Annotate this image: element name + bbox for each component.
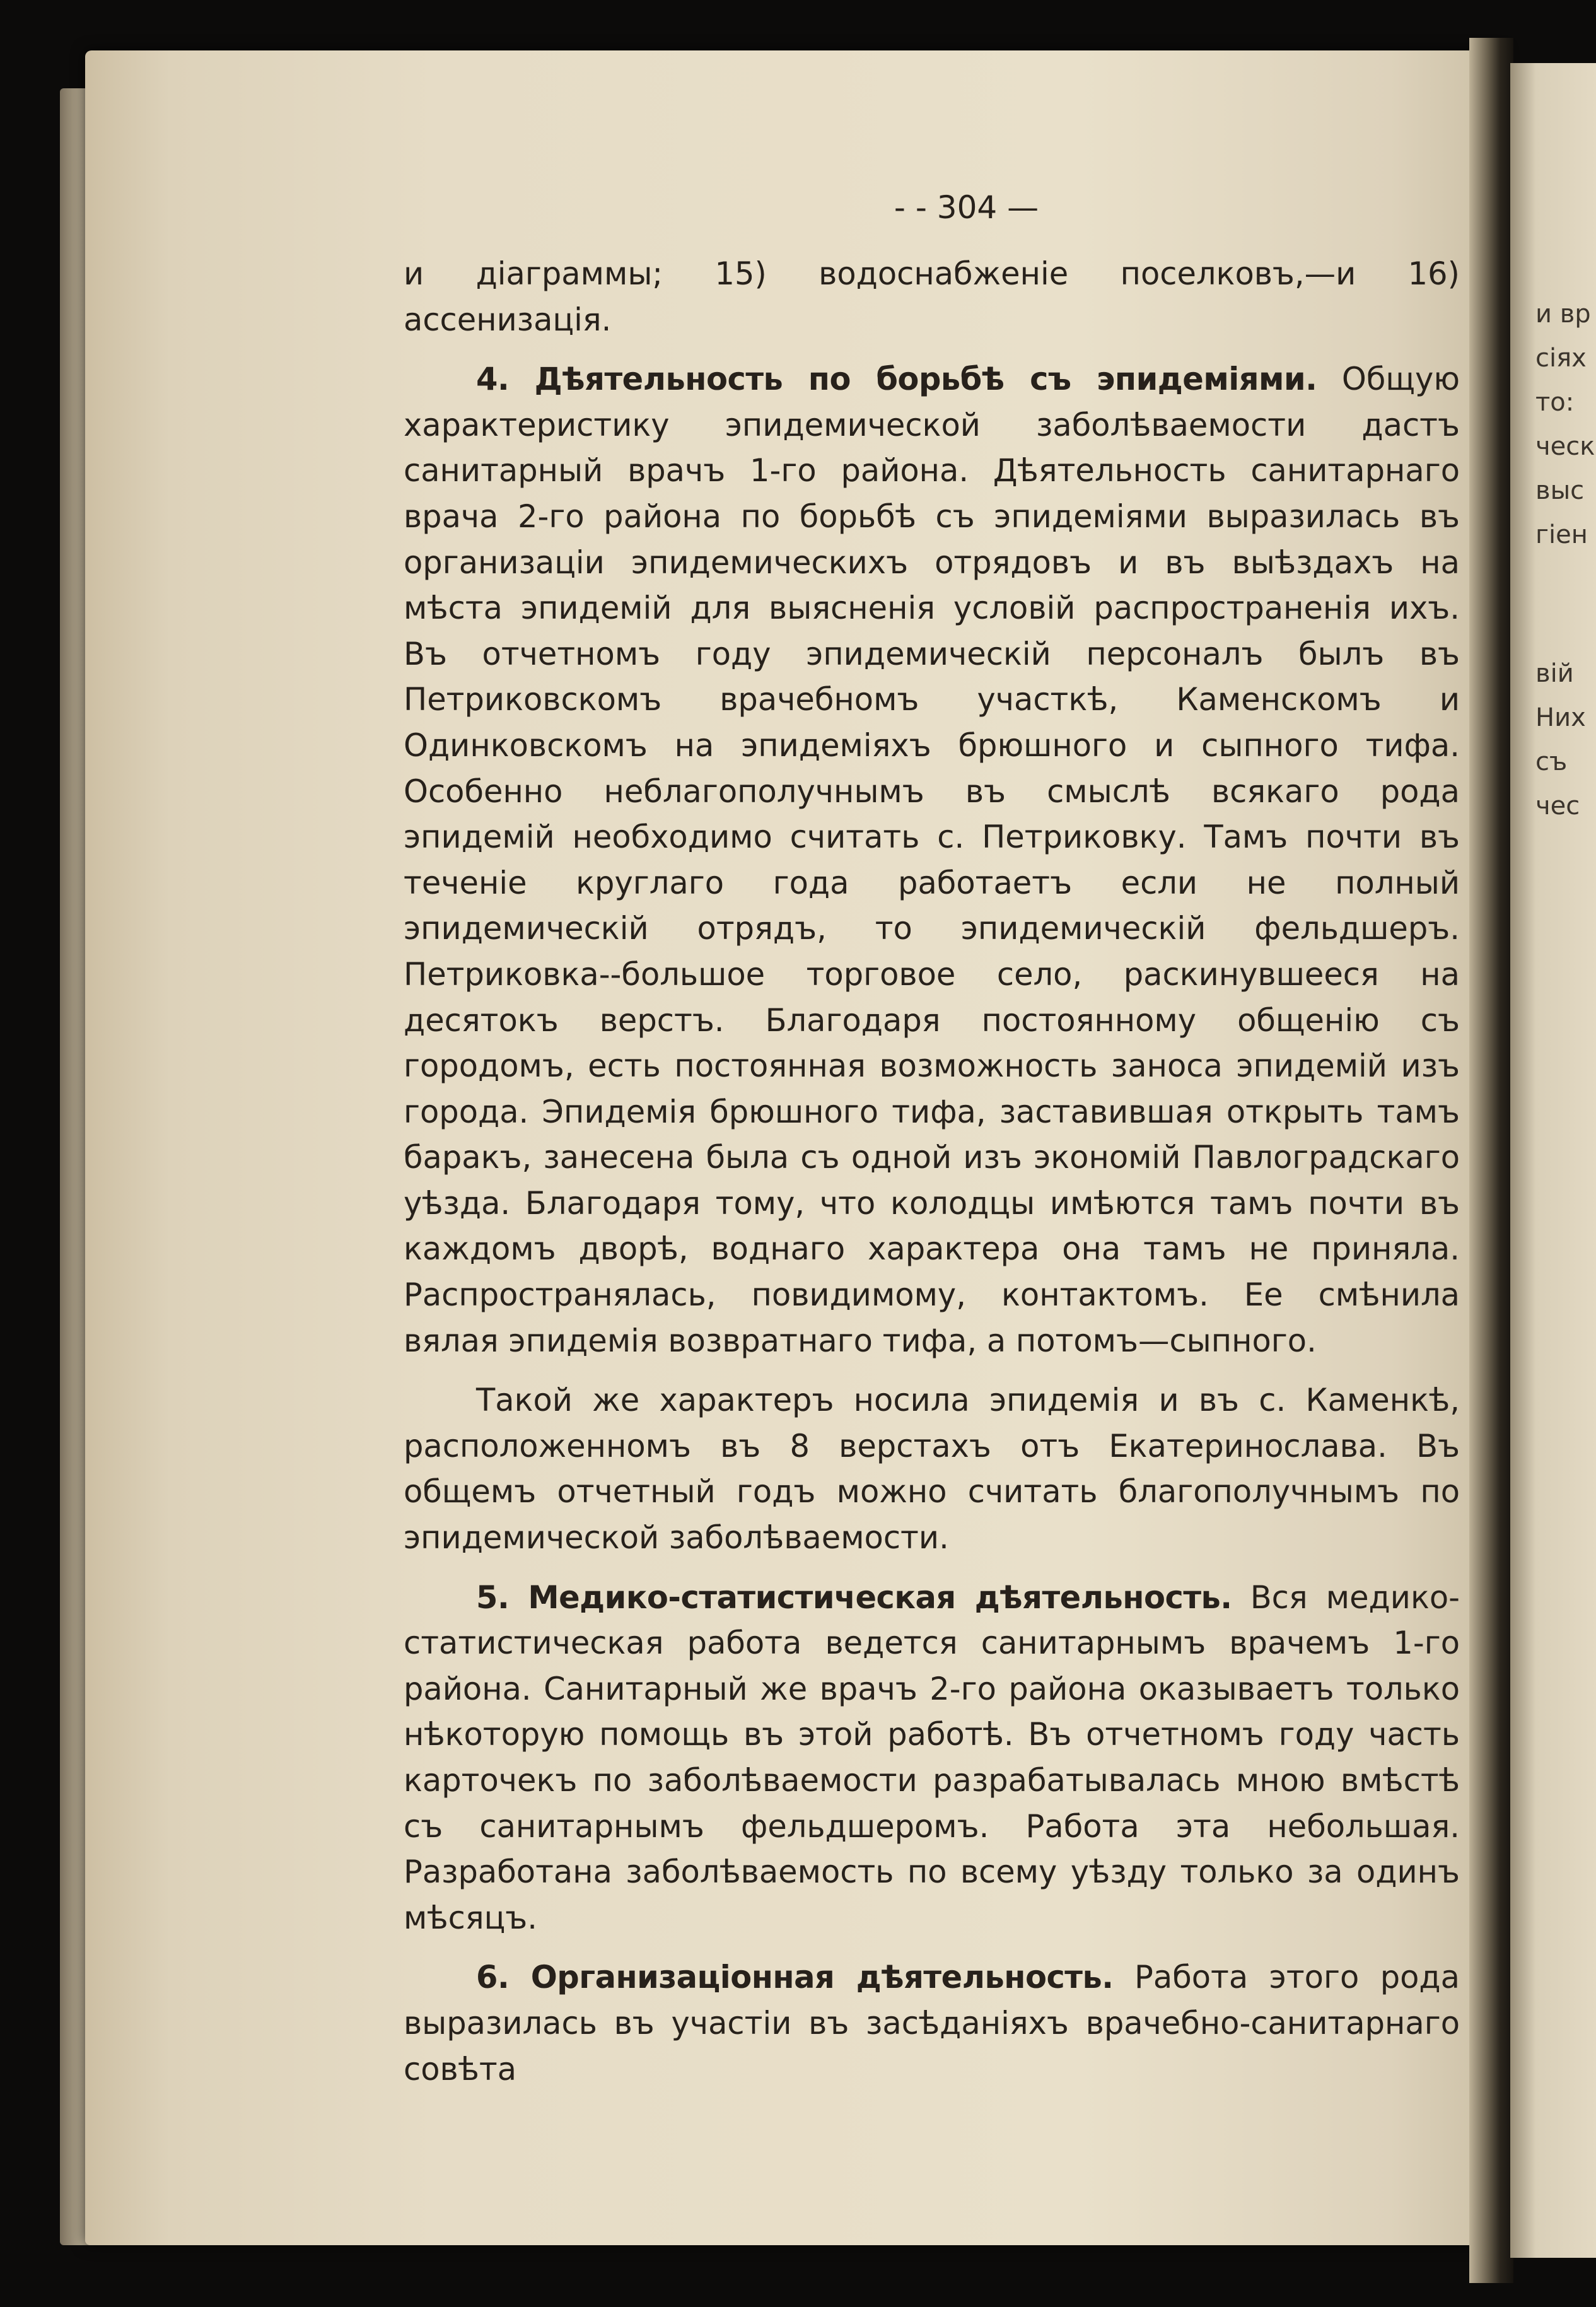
paragraph-text: Работа этого рода выразилась въ участіи въ засѣданіяхъ врачебно-санитарнаго совѣта [404, 1959, 1460, 2088]
paragraph [404, 356, 1460, 1364]
paragraph-text: Такой же характеръ носила эпидемія и въ с. Каменкѣ, расположенномъ въ 8 верстахъ отъ Екатеринослава. Въ общемъ отчетный годъ можно считать благополучнымъ по эпидемической заболѣваемости. [404, 1382, 1460, 1556]
page-number: - - 304 — [894, 189, 1039, 226]
paragraph [404, 251, 1460, 342]
paragraph-text: Общую характеристику эпидемической заболѣваемости дастъ санитарный врачъ 1-го района. Дѣятельность санитарнаго врача 2-го района по борьбѣ съ эпидеміями выразилась въ организаціи эпидемическихъ отрядовъ и въ выѣздахъ на мѣста эпидемій для выясненія условій распространенія ихъ. Въ отчетномъ году эпидемическій персоналъ былъ въ Петриковскомъ врачебномъ участкѣ, Каменскомъ и Одинковскомъ на эпидеміяхъ брюшного и сыпного тифа. Особенно неблагополучнымъ въ смыслѣ всякаго рода эпидемій необходимо считать с. Петриковку. Тамъ почти въ теченіе круглаго года работаетъ если не полный эпидемическій отрядъ, то эпидемическій фельдшеръ. Петриковка--большое торговое село, раскинувшееся на десятокъ верстъ. Благодаря постоянному общенію съ городомъ, есть постоянная возможность заноса эпидемій изъ города. Эпидемія брюшного тифа, заставившая открыть тамъ баракъ, занесена была съ одной изъ экономій Павлоградскаго уѣзда. Благодаря тому, что колодцы имѣются тамъ почти въ каждомъ дворѣ, воднаго характера она тамъ не приняла. Распространялась, повидимому, контактомъ. Ее смѣнила вялая эпидемія возвратнаго тифа, а потомъ—сыпного. [404, 361, 1460, 1359]
section-heading: 6. Организаціонная дѣятельность. [476, 1959, 1114, 1996]
next-page-text-fragment: сіях [1535, 344, 1587, 373]
next-page-text-fragment: ческ [1535, 432, 1595, 461]
paragraph [404, 1377, 1460, 1560]
next-page-text-fragment: съ [1535, 747, 1568, 776]
next-page-text-fragment: гіен [1535, 520, 1588, 549]
paragraph-text: и діаграммы; 15) водоснабженіе поселковъ,—и 16) ассенизація. [404, 255, 1460, 338]
paragraph-text: Вся медико-статистическая работа ведется санитарнымъ врачемъ 1-го района. Санитарный же врачъ 2-го района оказываетъ только нѣкоторую помощь въ этой работѣ. Въ отчетномъ году часть карточекъ по заболѣваемости разрабатывалась мною вмѣстѣ съ санитарнымъ фельдшеромъ. Работа эта небольшая. Разработана заболѣваемость по всему уѣзду только за одинъ мѣсяцъ. [404, 1579, 1460, 1936]
section-heading: 5. Медико-статистическая дѣятельность. [476, 1579, 1232, 1616]
next-page-text-fragment: то: [1535, 388, 1575, 417]
paragraph [404, 1954, 1460, 2092]
next-page-fragment [1510, 63, 1596, 2258]
next-page-text-fragment: выс [1535, 476, 1585, 505]
next-page-text-fragment: чес [1535, 791, 1580, 821]
next-page-text-fragment: и вр [1535, 300, 1591, 329]
section-heading: 4. Дѣятельность по борьбѣ съ эпидеміями. [476, 361, 1317, 398]
paragraph [404, 1575, 1460, 1941]
page-content [404, 189, 1460, 2092]
next-page-text-fragment: вій [1535, 659, 1574, 688]
next-page-text-fragment: Них [1535, 703, 1586, 732]
book-gutter [1469, 38, 1513, 2283]
